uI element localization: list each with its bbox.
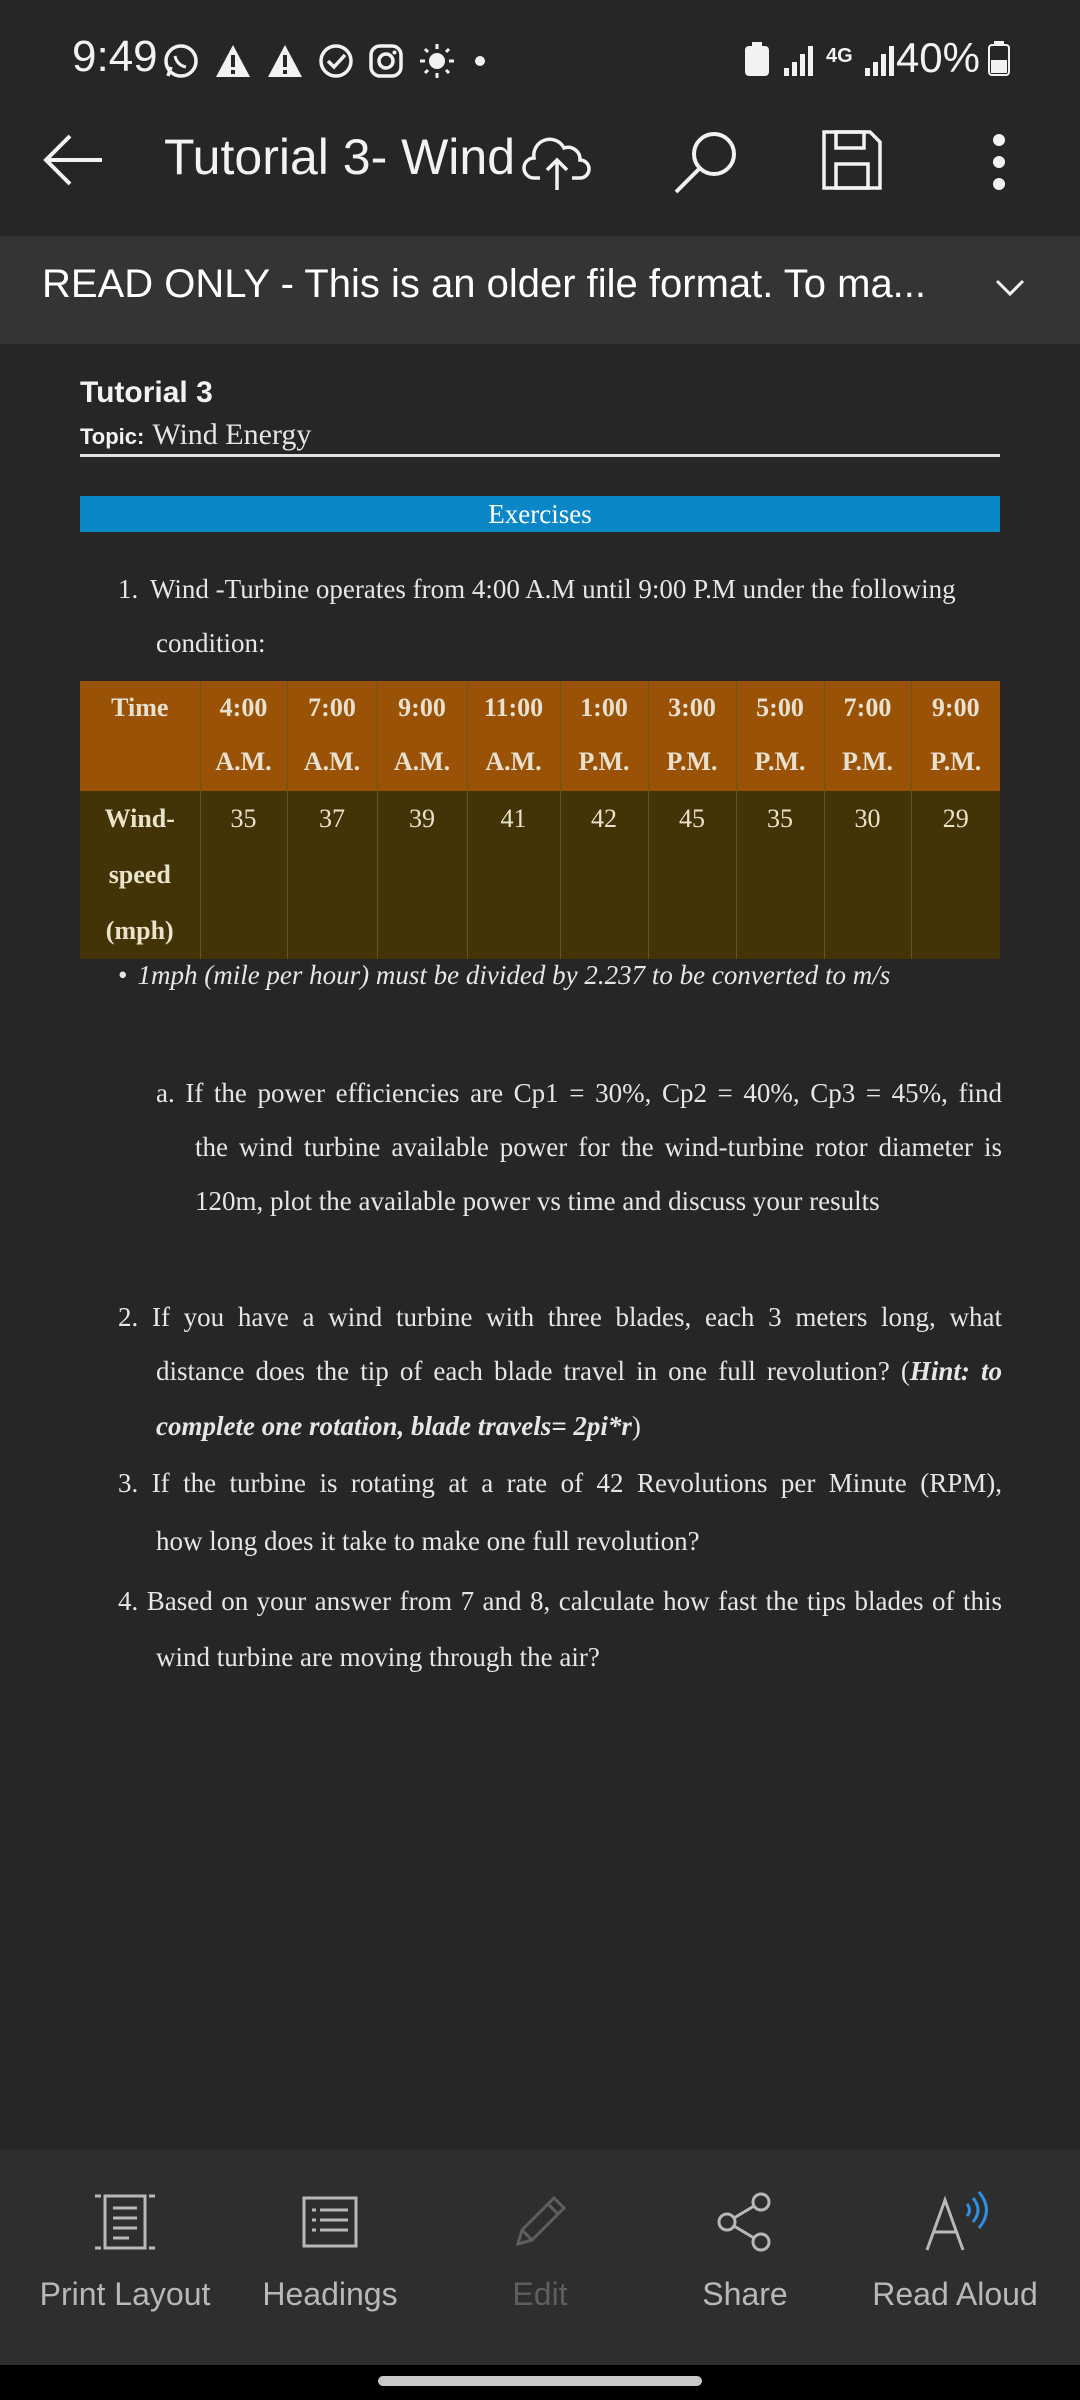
question-2-line-2: distance does the tip of each blade travel in one full revolution? (Hint: to [156,1356,1002,1386]
question-2-line-1: 2. If you have a wind turbine with three blades, each 3 meters long, what [118,1302,1002,1332]
topic-value: Wind Energy [152,418,312,451]
question-1-line-2: condition: [156,628,266,658]
section-header-exercises: Exercises [80,496,1000,532]
headings-button[interactable] [240,2190,420,2313]
row-label-wind-speed: Wind- speed (mph) [80,791,200,959]
cloud-upload-icon[interactable] [522,128,592,194]
battery-percent: 40% [895,34,980,81]
time-cell: 1:00 P.M. [560,681,648,791]
search-icon[interactable] [670,126,742,198]
brightness-icon [418,42,456,80]
check-circle-icon [318,43,354,79]
read-aloud-icon [919,2190,991,2254]
more-options-icon[interactable] [986,132,1012,192]
read-only-banner-text: READ ONLY - This is an older file format. To ma... [42,262,927,306]
whatsapp-icon [162,42,200,80]
speed-cell: 37 [287,791,377,959]
question-1-line-1: Wind -Turbine operates from 4:00 A.M until 9:00 P.M under the following [150,574,956,604]
question-4-line-1: 4. Based on your answer from 7 and 8, calculate how fast the tips blades of this [118,1586,1002,1616]
topic-label: Topic: [80,424,145,449]
speed-cell: 45 [648,791,736,959]
read-aloud-label: Read Aloud [872,2276,1038,2312]
home-gesture-handle[interactable] [378,2376,702,2386]
speed-cell: 41 [467,791,560,959]
alert-icon-2 [266,43,304,79]
time-cell: 9:00 P.M. [911,681,1000,791]
signal-icon-2 [863,42,897,78]
question-4-line-2: wind turbine are moving through the air? [156,1642,600,1672]
question-3-line-2: how long does it take to make one full revolution? [156,1526,700,1556]
dot-icon [470,51,490,71]
question-1-number: 1. [118,574,139,604]
battery-status [896,34,1010,82]
chevron-down-icon[interactable] [994,278,1026,298]
print-layout-label: Print Layout [39,2276,211,2312]
status-time: 9:49 [72,32,158,81]
row-label-time: Time [80,681,200,791]
system-icons [742,40,897,78]
time-cell: 7:00 A.M. [287,681,377,791]
read-aloud-button[interactable] [860,2190,1050,2313]
headings-icon [298,2190,362,2254]
data-saver-icon [742,40,772,78]
speed-cell: 35 [736,791,824,959]
speed-cell: 29 [911,791,1000,959]
time-cell: 11:00 A.M. [467,681,560,791]
question-2-line-3: complete one rotation, blade travels= 2pi*r) [156,1411,641,1441]
print-layout-icon [93,2190,157,2254]
alert-icon [214,43,252,79]
time-cell: 4:00 A.M. [200,681,287,791]
document-heading: Tutorial 3 [80,376,213,409]
edit-button[interactable] [460,2190,620,2313]
save-icon[interactable] [820,128,884,192]
conversion-note-text: 1mph (mile per hour) must be divided by 2.237 to be converted to m/s [137,960,891,990]
signal-icon [782,42,816,78]
headings-label: Headings [262,2276,398,2312]
time-cell: 3:00 P.M. [648,681,736,791]
question-1a-line-1: a. If the power efficiencies are Cp1 = 30%, Cp2 = 40%, Cp3 = 45%, find [156,1078,1002,1108]
speed-cell: 35 [200,791,287,959]
network-type: 4G [826,45,853,67]
conversion-note [118,960,890,991]
share-label: Share [702,2276,788,2312]
share-button[interactable] [660,2190,830,2313]
back-arrow-icon[interactable] [40,130,108,190]
status-bar [0,0,1080,120]
edit-label: Edit [512,2276,568,2312]
heading-rule [80,454,1000,457]
print-layout-button[interactable] [30,2190,220,2313]
pencil-icon [508,2190,572,2254]
topic-line [80,418,311,452]
time-cell: 9:00 A.M. [377,681,467,791]
time-cell: 5:00 P.M. [736,681,824,791]
speed-cell: 30 [824,791,911,959]
share-icon [713,2190,777,2254]
wind-speed-table [80,681,1000,959]
question-1a-line-3: 120m, plot the available power vs time and discuss your results [195,1186,880,1216]
speed-cell: 39 [377,791,467,959]
question-1a-line-2: the wind turbine available power for the wind-turbine rotor diameter is [195,1132,1002,1162]
table-row-time [80,681,1000,791]
document-title: Tutorial 3- Wind [164,129,516,185]
time-cell: 7:00 P.M. [824,681,911,791]
notification-icons [162,38,490,84]
table-row-wind-speed [80,791,1000,959]
speed-cell: 42 [560,791,648,959]
question-3-line-1: 3. If the turbine is rotating at a rate of 42 Revolutions per Minute (RPM), [118,1468,1002,1498]
battery-icon [988,40,1010,76]
instagram-icon [368,43,404,79]
bullet-icon: • [118,960,128,990]
